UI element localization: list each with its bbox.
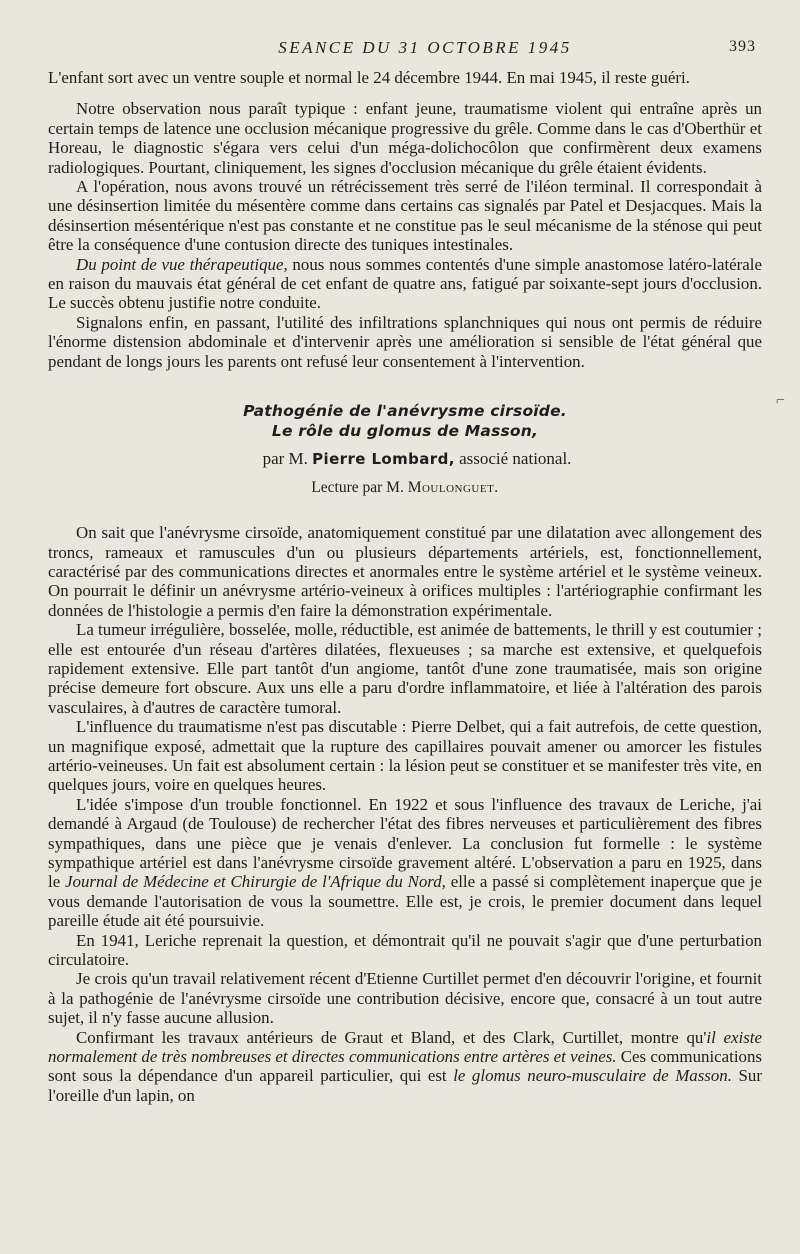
lecturer-name: Moulonguet. [407, 479, 499, 497]
paragraph: Notre observation nous paraît typique : enfant jeune, traumatisme violent qui entraîne après un certain temps de latence une occlusion mécanique progressive du grêle. Comme dans le cas d'Oberthür et Horeau, le diagnostic s'égara vers celui d'un méga-dolichocôlon que confirmèrent deux examens radiologiques. Pourtant, cliniquement, les signes d'occlusion mécanique du grêle étaient évidents. [48, 99, 762, 177]
case-report-section [48, 68, 762, 371]
author-prefix: par M. [262, 449, 313, 469]
paragraph [48, 1028, 762, 1106]
article-body [48, 523, 762, 1105]
article-title-line-2: Le rôle du glomus de Masson, [271, 422, 539, 441]
paragraph-text: Confirmant les travaux antérieurs de Graut et Bland, et des Clark, Curtillet, montre qu' [76, 1027, 707, 1047]
paragraph [48, 255, 762, 313]
page-number: 393 [729, 38, 756, 55]
running-header [48, 38, 762, 68]
paragraph: A l'opération, nous avons trouvé un rétrécissement très serré de l'iléon terminal. Il correspondait à une désinsertion limitée du mésentère comme dans certains cas signalés par Patel et Desjacques. Mais la désinsertion mésentérique n'est pas constante et ne constitue pas le seul mécanisme de la sténose qui peut être la conséquence d'une contusion directe des tuniques intestinales. [48, 177, 762, 255]
article-heading [48, 401, 762, 497]
paragraph [48, 795, 762, 931]
italic-phrase: le glomus neuro-musculaire de Masson. [453, 1066, 732, 1086]
paragraph: On sait que l'anévrysme cirsoïde, anatomiquement constitué par une dilatation avec allongement des troncs, rameaux et ramuscules d'un ou plusieurs départements artériels, est, fonctionnellement, caractérisé par des communications directes et anormales entre le système artériel et le système veineux. On pourrait le définir un anévrysme artério-veineux à orifices multiples : l'artériographie confirmant les données de l'histologie a permis d'en faire la démonstration expérimentale. [48, 523, 762, 620]
author-line [48, 449, 762, 469]
paragraph-text: Ces communications sont sous la dépendance d'un appareil particulier, qui est [48, 1047, 762, 1086]
paragraph-text: L'idée s'impose d'un trouble fonctionnel. En 1922 et sous l'influence des travaux de Leriche, j'ai demandé à Argaud (de Toulouse) de rechercher l'état des fibres nerveuses et particulièrement des fibres sympathiques, dans une pièce que je venais d'enlever. La conclusion fut formelle : le système sympathique artériel est dans l'anévrysme cirsoïde gravement altéré. L'observation a paru en 1925, dans le [48, 794, 762, 892]
lecture-prefix: Lecture par M. [311, 479, 408, 497]
author-name: Pierre Lombard, [312, 450, 455, 469]
author-suffix: associé national. [454, 449, 572, 469]
paragraph: En 1941, Leriche reprenait la question, et démontrait qu'il ne pouvait s'agir que d'une perturbation circulatoire. [48, 930, 762, 970]
running-title: SEANCE DU 31 OCTOBRE 1945 [278, 38, 572, 57]
paragraph-text: elle a passé si complètement inaperçue que je vous demande l'autorisation de vous la soumettre. Elle est, je crois, le premier document dans lequel pareille étude ait été poursuivie. [48, 872, 762, 931]
italic-phrase: Du point de vue thérapeutique, [76, 254, 288, 274]
paragraph: Je crois qu'un travail relativement récent d'Etienne Curtillet permet d'en découvrir l'origine, et fournit à la pathogénie de l'anévrysme cirsoïde une contribution décisive, encore que, consacré à un tout autre sujet, il n'y fasse aucune allusion. [48, 969, 762, 1028]
paragraph: La tumeur irrégulière, bosselée, molle, réductible, est animée de battements, le thrill y est coutumier ; elle est entourée d'un réseau d'artères dilatées, flexueuses ; sa marche est extensive, et quelquefois rapidement extensive. Elle part tantôt d'un angiome, tantôt d'une zone traumatisée, mais son origine précise demeure fort obscure. Aux uns elle a paru d'ordre inflammatoire, et liée à l'altération des parois vasculaires, à d'autres de caractère tumoral. [48, 620, 762, 717]
paragraph-text: Sur l'oreille d'un lapin, on [48, 1066, 762, 1105]
paragraph: Signalons enfin, en passant, l'utilité des infiltrations splanchniques qui nous ont permis de réduire l'énorme distension abdominale et d'intervenir après une amélioration si sensible de l'état général que pendant de longs jours les parents ont refusé leur consentement à l'intervention. [48, 312, 762, 371]
journal-title: Journal de Médecine et Chirurgie de l'Afrique du Nord, [65, 872, 446, 892]
paragraph: L'enfant sort avec un ventre souple et normal le 24 décembre 1944. En mai 1945, il reste guéri. [48, 68, 690, 87]
italic-phrase: il existe normalement de très nombreuses et directes communications entre artères et veines. [48, 1027, 762, 1067]
lecture-line [48, 479, 762, 497]
margin-mark: ⌐ [776, 392, 786, 409]
paragraph-text: nous nous sommes contentés d'une simple anastomose latéro-latérale en raison du mauvais état général de cet enfant de quatre ans, fatigué par soixante-sept jours d'occlusion. Le succès obtenu justifie notre conduite. [48, 254, 762, 313]
paragraph: L'influence du traumatisme n'est pas discutable : Pierre Delbet, qui a fait autrefois, de cette question, un magnifique exposé, admettait que la rupture des capillaires pouvait amener ou amorcer les fistules artério-veineuses. Un fait est absolument certain : la lésion peut se constituer et se manifester très vite, en quelques jours, voire en quelques heures. [48, 717, 762, 795]
article-title-line-1: Pathogénie de l'anévrysme cirsoïde. [243, 402, 567, 421]
